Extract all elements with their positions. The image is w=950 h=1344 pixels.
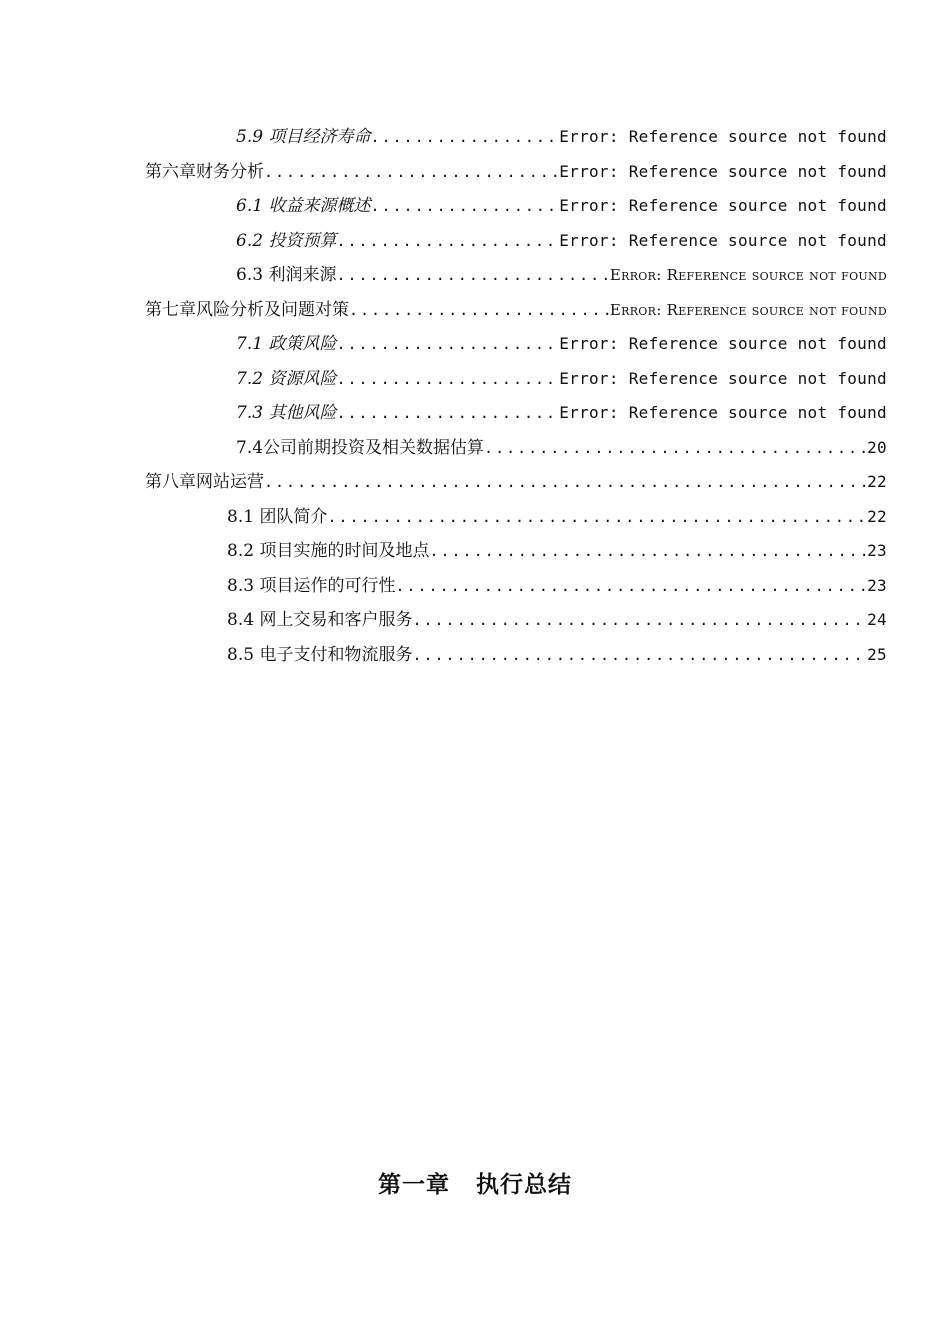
toc-dot-leader (412, 638, 867, 673)
toc-page-ref: Error: Reference source not found (559, 161, 887, 181)
toc-page-ref: Error: Reference source not found (559, 368, 887, 388)
toc-entry-8-2[interactable] (145, 534, 887, 569)
toc-entry-7-4[interactable] (145, 431, 887, 466)
toc-entry-label: 8.3 项目运作的可行性 (227, 575, 396, 596)
toc-entry-6-1[interactable] (145, 189, 887, 224)
toc-entry-chapter-8[interactable] (145, 465, 887, 500)
toc-entry-label: 风险分析及问题对策 (196, 299, 349, 320)
toc-entry-label: 7.4公司前期投资及相关数据估算 (236, 437, 485, 458)
toc-dot-leader (336, 327, 559, 362)
toc-dot-leader (412, 603, 867, 638)
toc-entry-chapter-7[interactable] (145, 293, 887, 328)
toc-page-ref: 23 (867, 575, 887, 595)
toc-entry-label: 8.5 电子支付和物流服务 (227, 644, 413, 665)
toc-page-ref: 23 (867, 541, 887, 560)
toc-page-ref: 24 (867, 610, 887, 629)
toc-entry-label: 6.3 利润来源 (236, 265, 337, 285)
chapter-heading-number: 第一章 (378, 1172, 450, 1198)
toc-entry-label: 8.1 团队简介 (227, 506, 328, 527)
toc-chapter-number: 第七章 (145, 299, 196, 320)
toc-entry-8-4[interactable] (145, 603, 887, 638)
toc-entry-label: 7.2 资源风险 (236, 368, 337, 389)
toc-entry-label: 网站运营 (196, 472, 264, 492)
toc-entry-label: 8.4 网上交易和客户服务 (227, 610, 413, 630)
toc-dot-leader (370, 189, 559, 224)
toc-page-ref: 22 (867, 506, 887, 526)
toc-dot-leader (336, 224, 559, 259)
toc-entry-label: 6.1 收益来源概述 (236, 196, 371, 216)
toc-page-ref: Error: Reference source not found (559, 127, 887, 146)
toc-entry-8-1[interactable] (145, 500, 887, 535)
chapter-heading (0, 1166, 950, 1199)
toc-page-ref: 22 (867, 472, 887, 491)
toc-page-ref: Error: Reference source not found (559, 196, 887, 215)
toc-chapter-number: 第八章 (145, 472, 196, 492)
toc-page-ref: Error: Reference source not found (559, 334, 887, 353)
toc-entry-8-3[interactable] (145, 569, 887, 604)
toc-dot-leader (395, 569, 867, 604)
toc-entry-label: 7.3 其他风险 (236, 403, 337, 423)
toc-entry-8-5[interactable] (145, 638, 887, 673)
toc-dot-leader (336, 396, 559, 431)
toc-page-ref: Error: Reference source not found (559, 230, 887, 250)
toc-entry-7-3[interactable] (145, 396, 887, 431)
toc-entry-7-2[interactable] (145, 362, 887, 397)
toc-entry-label: 7.1 政策风险 (236, 334, 337, 354)
toc-dot-leader (429, 534, 867, 569)
toc-entry-label: 财务分析 (196, 161, 264, 182)
toc-page-ref: Error: Reference source not found (559, 403, 887, 422)
toc-dot-leader (264, 465, 867, 500)
toc-entry-6-3[interactable] (145, 258, 887, 293)
toc-dot-leader (327, 500, 867, 535)
toc-entry-6-2[interactable] (145, 224, 887, 259)
toc-chapter-number: 第六章 (145, 161, 196, 182)
toc-entry-label: 8.2 项目实施的时间及地点 (227, 541, 430, 561)
toc-dot-leader (484, 431, 867, 466)
toc-page-ref: Error: Reference source not found (609, 266, 887, 284)
chapter-heading-title: 执行总结 (476, 1172, 572, 1198)
toc-page-ref: 25 (867, 644, 887, 664)
toc-entry-label: 6.2 投资预算 (236, 230, 337, 251)
toc-entry-5-9[interactable] (145, 120, 887, 155)
toc-dot-leader (370, 120, 559, 155)
toc-entry-7-1[interactable] (145, 327, 887, 362)
toc-dot-leader (336, 258, 609, 293)
toc-dot-leader (264, 155, 559, 190)
toc-dot-leader (336, 362, 559, 397)
toc-page-ref: 20 (867, 437, 887, 457)
toc-dot-leader (349, 293, 610, 328)
toc-entry-chapter-6[interactable] (145, 155, 887, 190)
toc-entry-label: 5.9 项目经济寿命 (236, 127, 371, 147)
table-of-contents (145, 120, 887, 672)
toc-page-ref: Error: Reference source not found (609, 300, 887, 319)
